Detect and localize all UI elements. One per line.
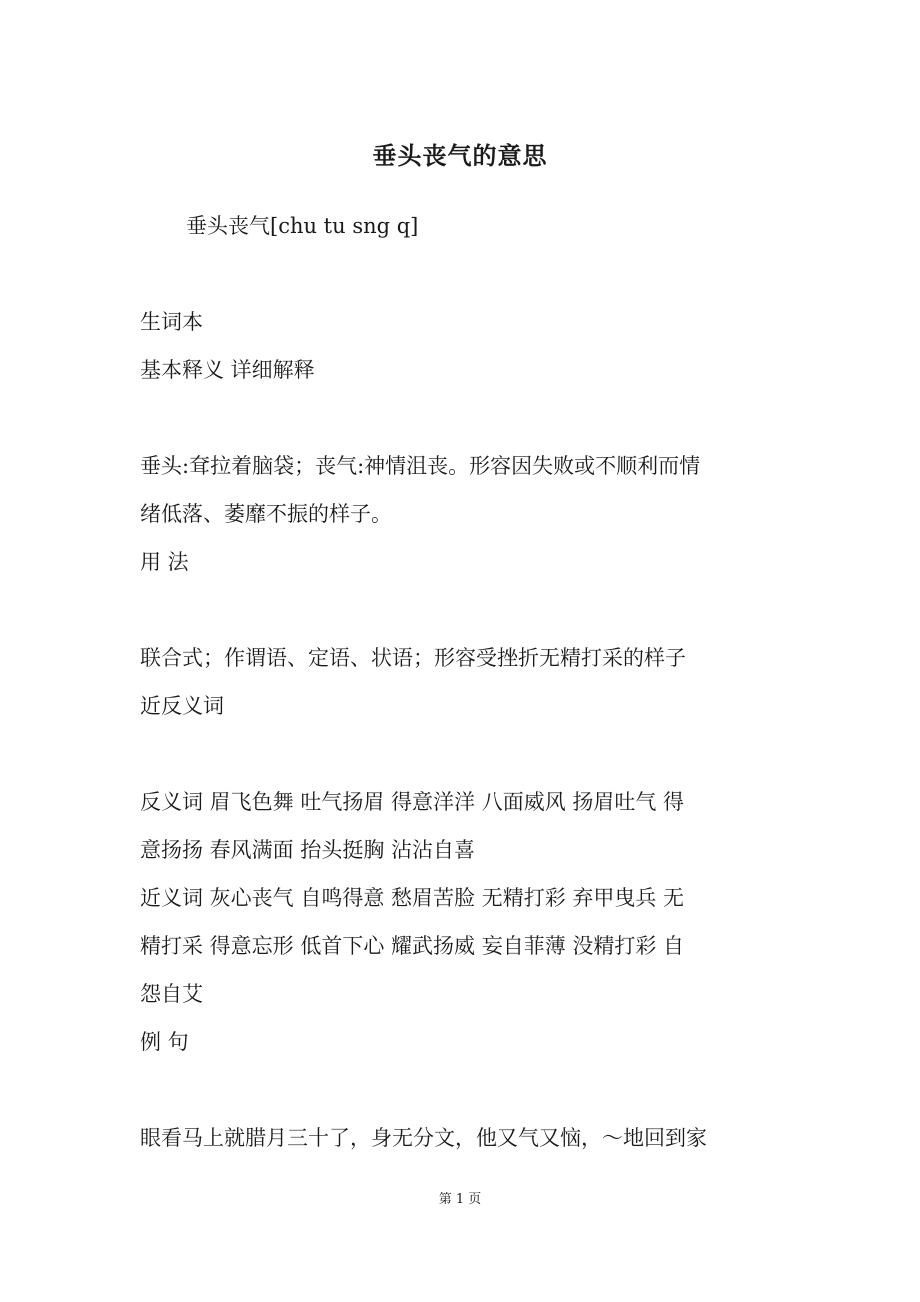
pinyin-line: 垂头丧气[chu tu sng q]: [186, 214, 419, 238]
antonyms-line-1: 反义词 眉飞色舞 吐气扬眉 得意洋洋 八面威风 扬眉吐气 得: [140, 790, 685, 814]
document-title: 垂头丧气的意思: [372, 142, 548, 170]
definition-line-1: 垂头:耷拉着脑袋；丧气:神情沮丧。形容因失败或不顺利而情: [140, 454, 701, 478]
page-number: 第 1 页: [438, 1192, 482, 1207]
vocab-book-link[interactable]: 生词本: [140, 310, 203, 334]
usage-heading: 用 法: [140, 550, 189, 574]
example-text: 眼看马上就腊月三十了，身无分文，他又气又恼，～地回到家: [140, 1126, 707, 1150]
synonyms-line-2: 精打采 得意忘形 低首下心 耀武扬威 妄自菲薄 没精打彩 自: [140, 934, 685, 958]
antonyms-line-2: 意扬扬 春风满面 抬头挺胸 沾沾自喜: [140, 838, 476, 862]
usage-text: 联合式；作谓语、定语、状语；形容受挫折无精打采的样子: [140, 646, 686, 670]
synonyms-line-1: 近义词 灰心丧气 自鸣得意 愁眉苦脸 无精打彩 弃甲曳兵 无: [140, 886, 685, 910]
definition-line-2: 绪低落、萎靡不振的样子。: [140, 502, 392, 526]
synonyms-line-3: 怨自艾: [140, 982, 203, 1006]
example-heading: 例 句: [140, 1030, 189, 1054]
definition-tabs[interactable]: 基本释义 详细解释: [140, 358, 315, 382]
synonyms-antonyms-heading: 近反义词: [140, 694, 224, 718]
